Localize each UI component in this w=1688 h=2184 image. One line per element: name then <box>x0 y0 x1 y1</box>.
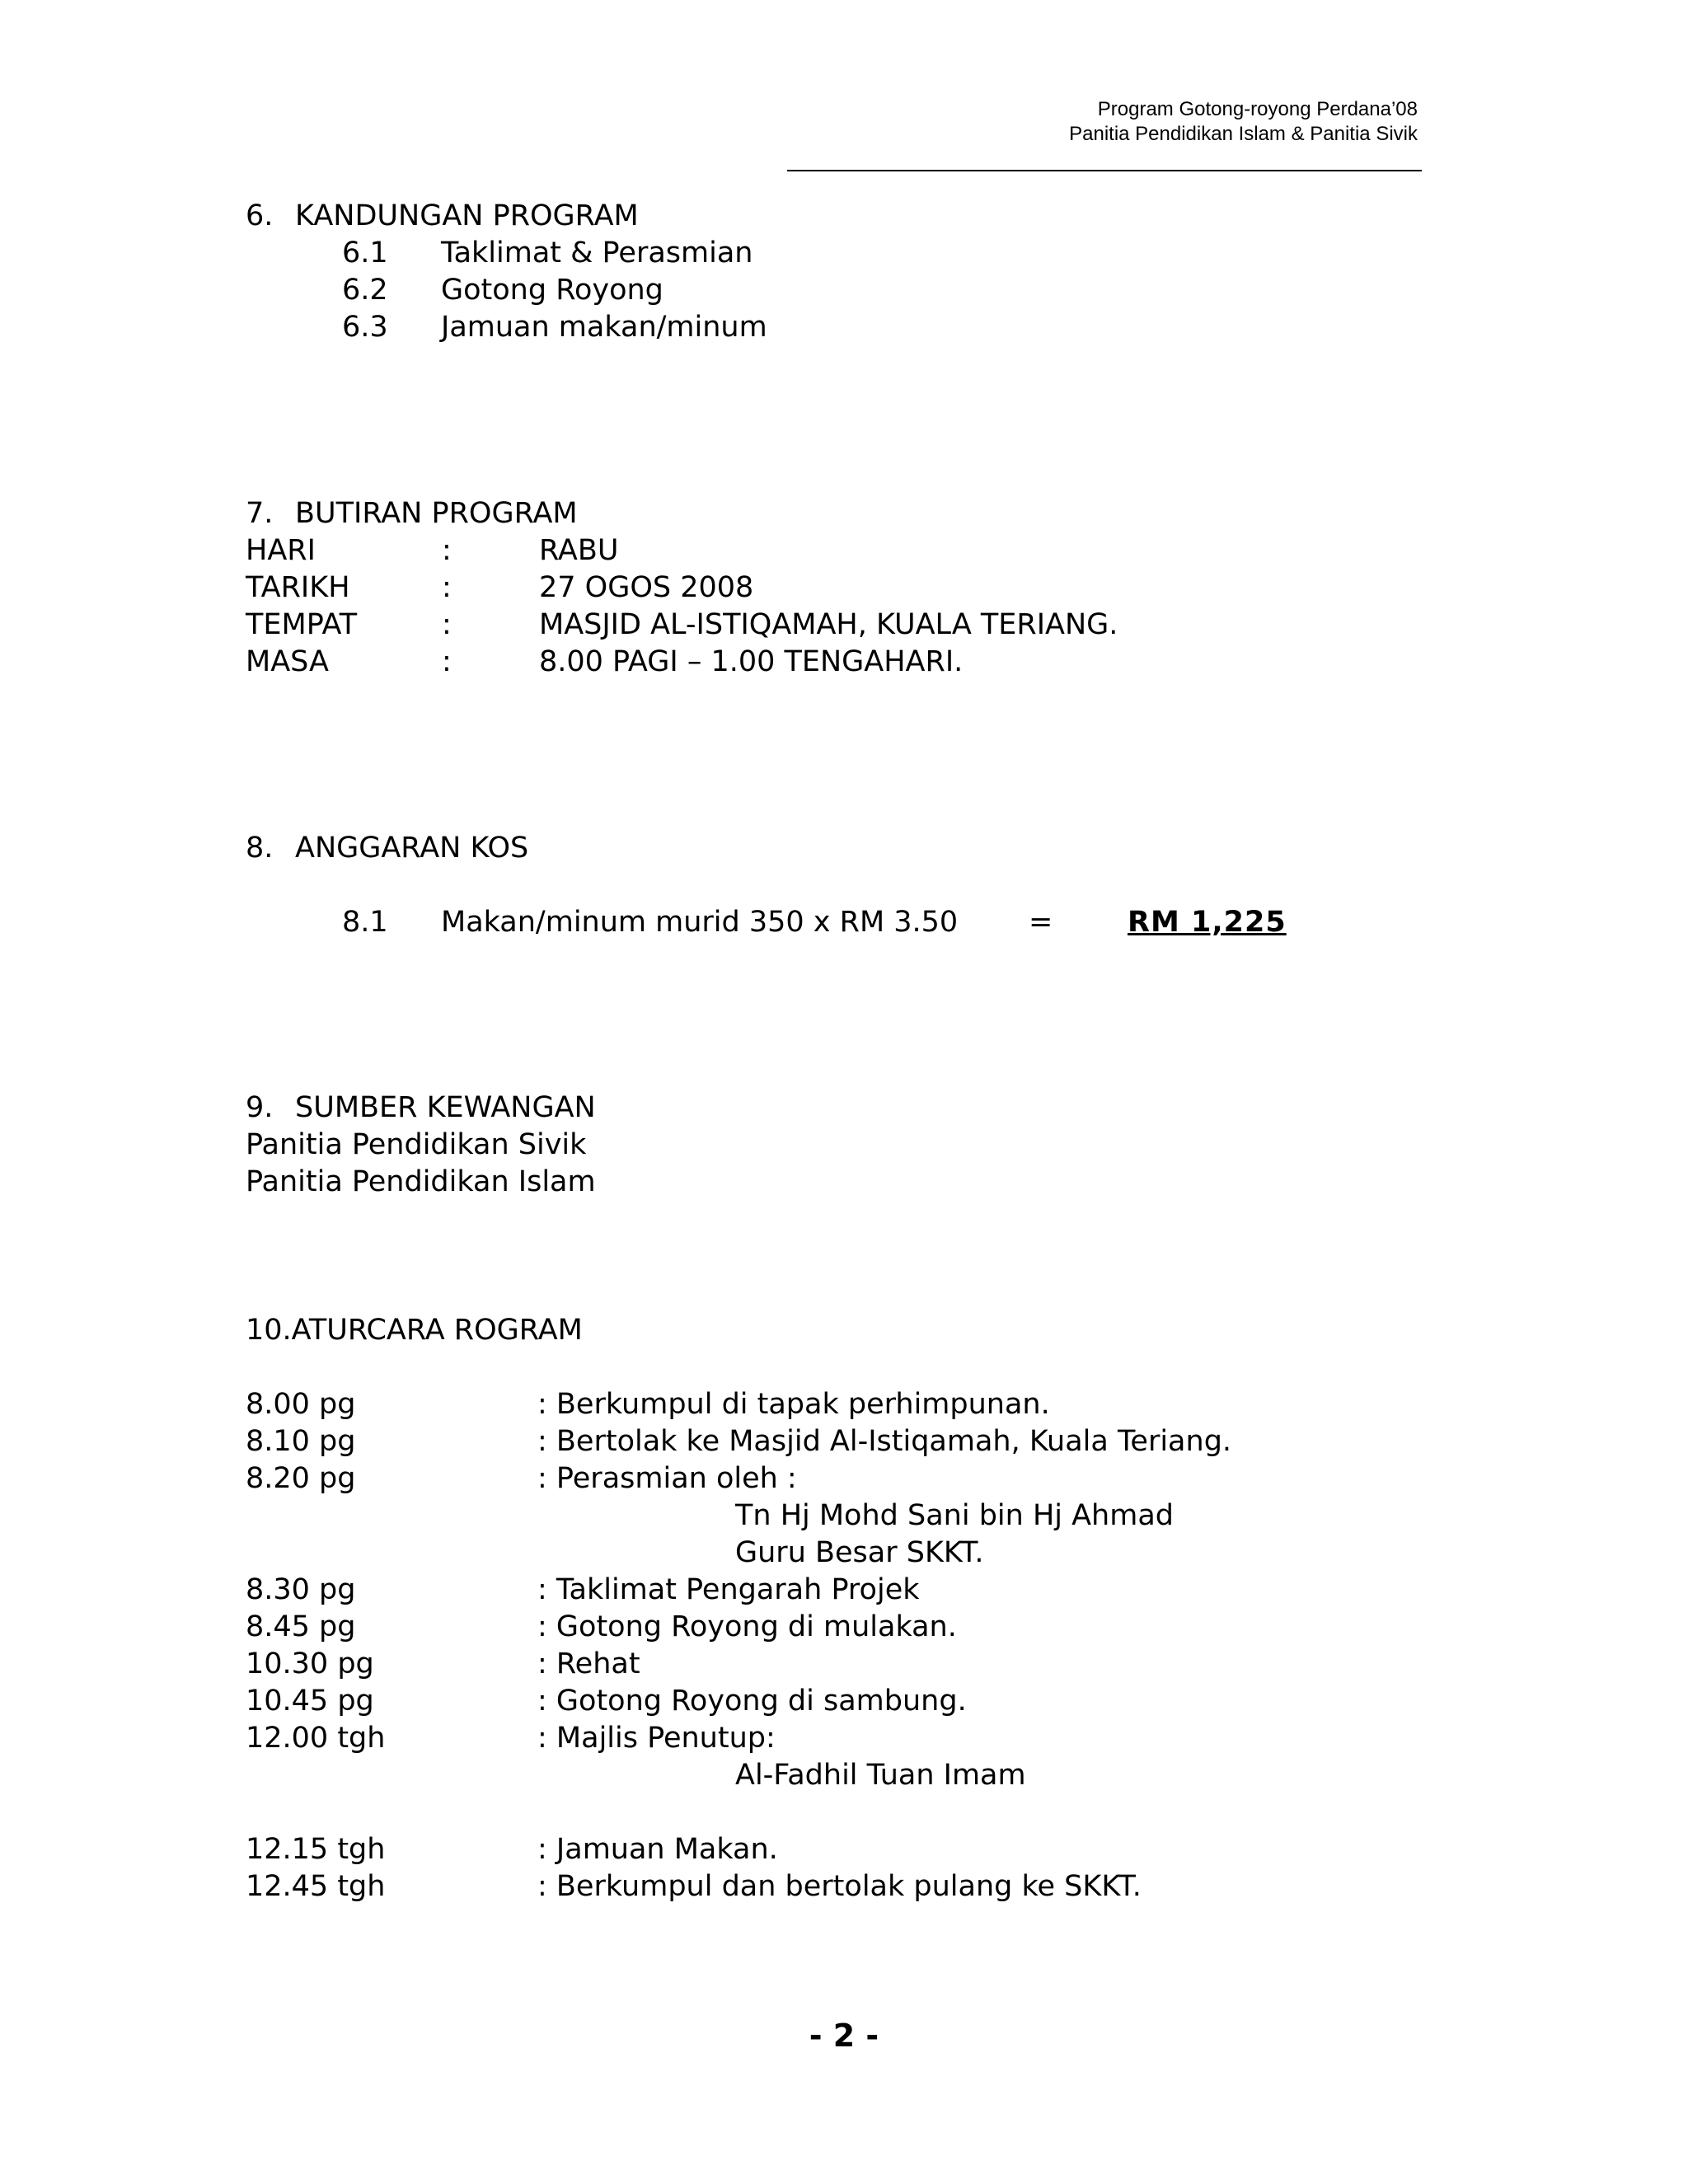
section-9-number: 9. <box>246 1091 274 1124</box>
section-6-item-text: Jamuan makan/minum <box>441 311 767 344</box>
schedule-closing-officiator: Al-Fadhil Tuan Imam <box>735 1759 1026 1792</box>
schedule-activity: : Gotong Royong di mulakan. <box>537 1610 957 1643</box>
schedule-activity: : Majlis Penutup: <box>537 1722 776 1755</box>
schedule-time: 8.45 pg <box>246 1610 356 1643</box>
header-committee: Panitia Pendidikan Islam & Panitia Sivik <box>1069 123 1418 145</box>
detail-label-time: MASA <box>246 645 329 678</box>
section-8-number: 8. <box>246 832 274 865</box>
schedule-activity: : Bertolak ke Masjid Al-Istiqamah, Kuala Teriang. <box>537 1425 1232 1458</box>
section-6-item-number: 6.1 <box>342 237 388 269</box>
schedule-time: 8.20 pg <box>246 1462 356 1495</box>
section-10-heading: 10.ATURCARA ROGRAM <box>246 1314 583 1347</box>
schedule-activity: : Berkumpul dan bertolak pulang ke SKKT. <box>537 1870 1142 1903</box>
section-6-number: 6. <box>246 199 274 232</box>
section-6-item-text: Taklimat & Perasmian <box>441 237 753 269</box>
schedule-time: 8.10 pg <box>246 1425 356 1458</box>
detail-colon: : <box>442 645 452 678</box>
detail-value-time: 8.00 PAGI – 1.00 TENGAHARI. <box>539 645 964 678</box>
detail-colon: : <box>442 608 452 641</box>
schedule-activity: : Berkumpul di tapak perhimpunan. <box>537 1388 1050 1421</box>
schedule-time: 10.45 pg <box>246 1685 374 1718</box>
schedule-time: 8.30 pg <box>246 1573 356 1606</box>
header-program-title: Program Gotong-royong Perdana’08 <box>1097 98 1418 120</box>
detail-colon: : <box>442 534 452 567</box>
schedule-time: 12.15 tgh <box>246 1833 386 1866</box>
schedule-officiator-name: Tn Hj Mohd Sani bin Hj Ahmad <box>735 1499 1174 1532</box>
detail-colon: : <box>442 571 452 604</box>
schedule-activity: : Rehat <box>537 1647 640 1680</box>
cost-total: RM 1,225 <box>1128 906 1287 939</box>
section-6-item-number: 6.2 <box>342 274 388 307</box>
cost-equals-sign: = <box>1029 906 1053 939</box>
detail-value-date: 27 OGOS 2008 <box>539 571 754 604</box>
page-number: - 2 - <box>809 2018 879 2054</box>
schedule-time: 10.30 pg <box>246 1647 374 1680</box>
schedule-officiator-title: Guru Besar SKKT. <box>735 1536 984 1569</box>
detail-label-date: TARIKH <box>246 571 350 604</box>
funding-source: Panitia Pendidikan Islam <box>246 1165 596 1198</box>
schedule-activity: : Taklimat Pengarah Projek <box>537 1573 920 1606</box>
detail-label-day: HARI <box>246 534 316 567</box>
schedule-activity: : Perasmian oleh : <box>537 1462 797 1495</box>
cost-item-number: 8.1 <box>342 906 388 939</box>
detail-value-place: MASJID AL-ISTIQAMAH, KUALA TERIANG. <box>539 608 1118 641</box>
section-6-item-text: Gotong Royong <box>441 274 663 307</box>
section-7-title: BUTIRAN PROGRAM <box>295 497 578 530</box>
schedule-time: 12.00 tgh <box>246 1722 386 1755</box>
schedule-activity: : Jamuan Makan. <box>537 1833 778 1866</box>
header-rule <box>787 170 1422 171</box>
section-8-title: ANGGARAN KOS <box>295 832 529 865</box>
section-7-number: 7. <box>246 497 274 530</box>
schedule-time: 12.45 tgh <box>246 1870 386 1903</box>
detail-label-place: TEMPAT <box>246 608 358 641</box>
section-6-title: KANDUNGAN PROGRAM <box>295 199 639 232</box>
funding-source: Panitia Pendidikan Sivik <box>246 1128 587 1161</box>
section-9-title: SUMBER KEWANGAN <box>295 1091 596 1124</box>
schedule-time: 8.00 pg <box>246 1388 356 1421</box>
schedule-activity: : Gotong Royong di sambung. <box>537 1685 967 1718</box>
section-6-item-number: 6.3 <box>342 311 388 344</box>
detail-value-day: RABU <box>539 534 619 567</box>
cost-item-description: Makan/minum murid 350 x RM 3.50 <box>441 906 959 939</box>
